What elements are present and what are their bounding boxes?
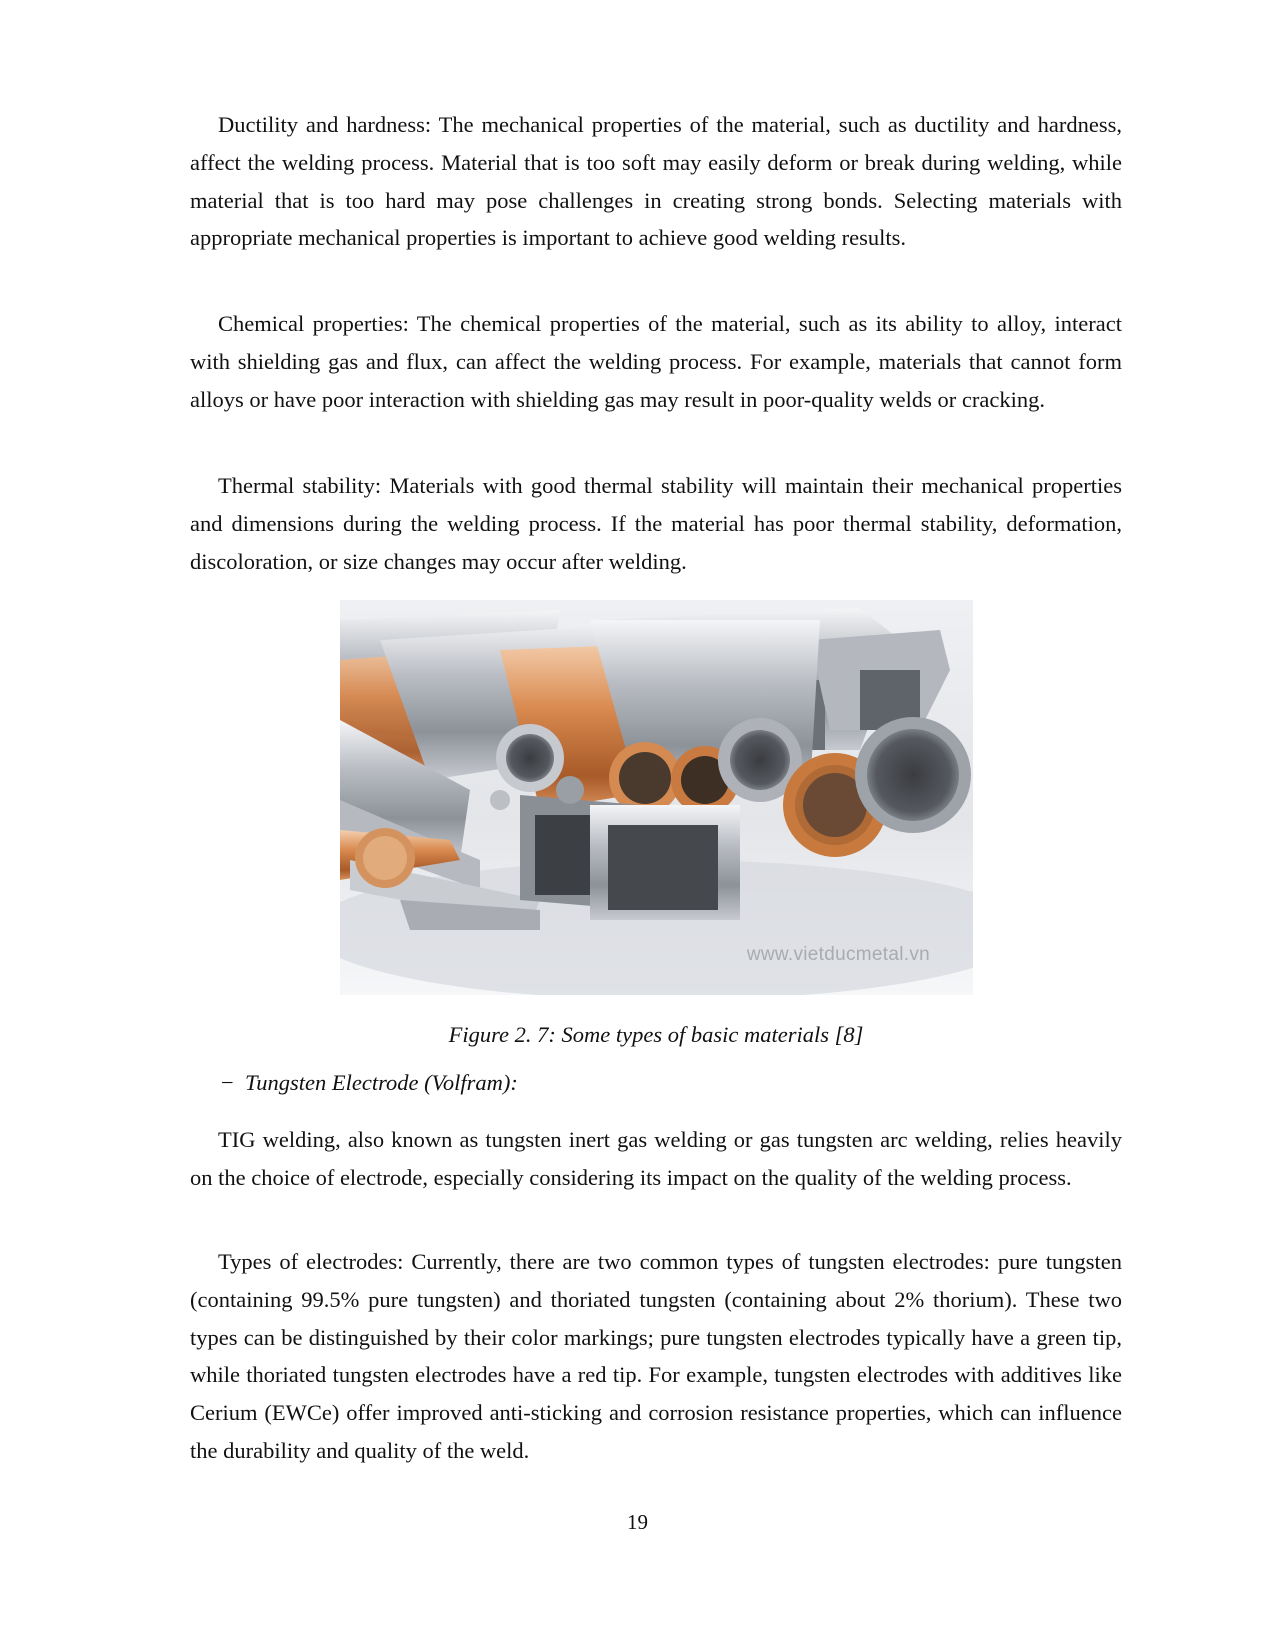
paragraph-thermal-stability: Thermal stability: Materials with good thermal stability will maintain their mechanical properties and dimensions during the welding process. If the material has poor thermal stability, deformation, discoloration, or size changes may occur after welding.: [190, 473, 1122, 574]
paragraph-types-of-electrodes: Types of electrodes: Currently, there are two common types of tungsten electrodes: pure tungsten (containing 99.5% pure tungsten) and thoriated tungsten (containing about 2% thorium). These two types can be distinguished by their color markings; pure tungsten electrodes typically have a green tip, while thoriated tungsten electrodes have a red tip. For example, tungsten electrodes with additives like Cerium (EWCe) offer improved anti-sticking and corrosion resistance properties, which can influence the durability and quality of the weld.: [190, 1249, 1122, 1463]
page-number: 19: [627, 1510, 648, 1534]
figure-watermark: www.vietducmetal.vn: [746, 944, 930, 965]
paragraph-tig-welding: TIG welding, also known as tungsten inert gas welding or gas tungsten arc welding, relies heavily on the choice of electrode, especially considering its impact on the quality of the welding process.: [190, 1127, 1122, 1190]
bullet-heading-tungsten-electrode: [221, 1068, 518, 1098]
figure-caption: Figure 2. 7: Some types of basic materials [8]: [448, 1022, 864, 1047]
bullet-dash: −: [221, 1070, 234, 1095]
bullet-text: Tungsten Electrode (Volfram):: [245, 1070, 518, 1095]
figure-metal-materials-photo: [340, 600, 973, 995]
paragraph-chemical-properties: Chemical properties: The chemical properties of the material, such as its ability to alloy, interact with shielding gas and flux, can affect the welding process. For example, materials that cannot form alloys or have poor interaction with shielding gas may result in poor-quality welds or cracking.: [190, 311, 1122, 412]
paragraph-ductility-hardness: Ductility and hardness: The mechanical properties of the material, such as ductility and hardness, affect the welding process. Material that is too soft may easily deform or break during welding, while material that is too hard may pose challenges in creating strong bonds. Selecting materials with appropriate mechanical properties is important to achieve good welding results.: [190, 112, 1122, 251]
